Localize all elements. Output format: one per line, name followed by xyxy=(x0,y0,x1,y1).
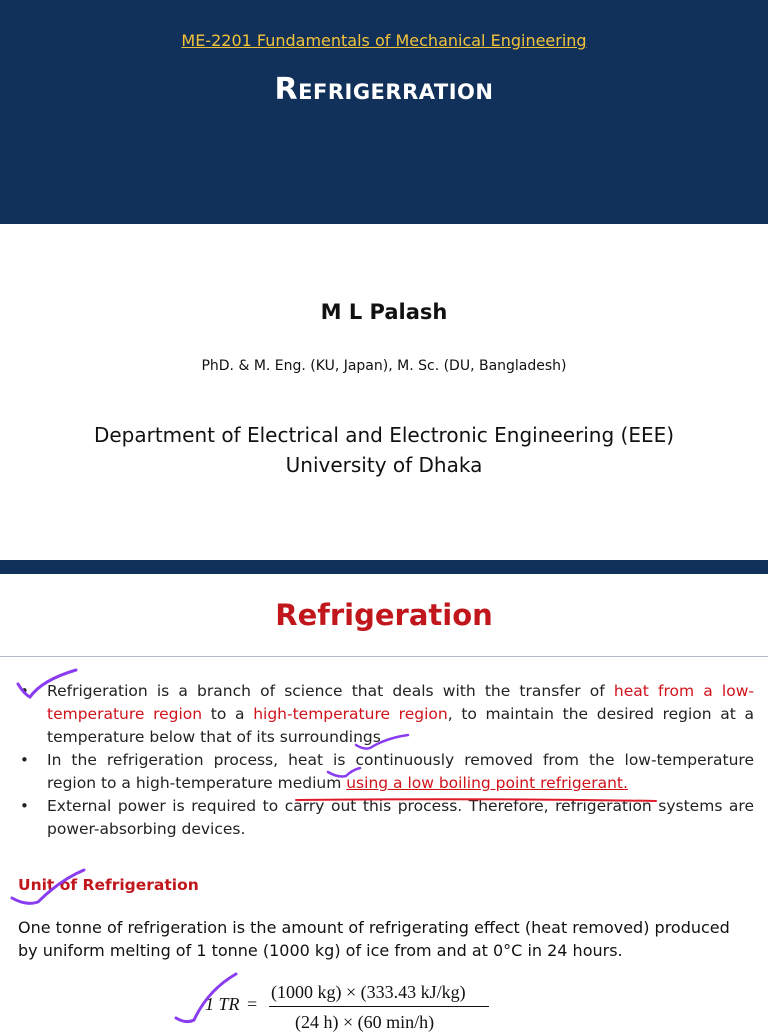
bullet-marker: • xyxy=(20,751,29,769)
highlight-low-temp: heat from a low-temperature region xyxy=(47,682,754,723)
course-title: ME-2201 Fundamentals of Mechanical Engineering xyxy=(181,31,587,50)
title-divider xyxy=(0,656,768,657)
formula-lhs: 1 TR xyxy=(205,994,240,1014)
bullet-process xyxy=(18,749,754,795)
ton-refrigeration-formula xyxy=(205,978,505,1032)
slide-separator xyxy=(0,560,768,574)
title-banner xyxy=(0,0,768,224)
formula-numerator: (1000 kg) × (333.43 kJ/kg) xyxy=(271,982,466,1002)
bullet-text: Refrigeration is a branch of science that deals with the transfer of xyxy=(47,682,614,700)
unit-definition: One tonne of refrigeration is the amount of refrigerating effect (heat removed) produced by uniform melting of 1 tonne (1000 kg) of ice from and at 0°C in 24 hours. xyxy=(18,918,730,960)
bullet-text: In the refrigeration process, heat is continuously removed from the low-temperature region to a high-temperature medium xyxy=(47,751,754,792)
bullet-text: , to maintain the desired region at a temperature below that of its surroundings. xyxy=(47,705,755,746)
lecture-title: Refrigerration xyxy=(274,72,494,107)
content-slide xyxy=(0,574,768,1032)
bullet-marker: • xyxy=(20,682,29,700)
university-name: University of Dhaka xyxy=(285,453,483,477)
fraction-bar xyxy=(269,1006,489,1007)
bullet-list xyxy=(18,680,754,841)
unit-heading: Unit of Refrigeration xyxy=(18,876,199,894)
author-degrees: PhD. & M. Eng. (KU, Japan), M. Sc. (DU, Bangladesh) xyxy=(201,358,567,374)
highlight-refrigerant: using a low boiling point refrigerant. xyxy=(346,774,628,792)
formula-equals: = xyxy=(247,994,258,1014)
bullet-definition xyxy=(18,680,754,749)
bullet-text: External power is required to carry out this process. Therefore, refrigeration systems are power-absorbing devices. xyxy=(47,797,754,838)
formula-denominator: (24 h) × (60 min/h) xyxy=(295,1012,435,1032)
author-name: M L Palash xyxy=(320,300,448,324)
highlight-high-temp: high-temperature region xyxy=(253,705,448,723)
department-name: Department of Electrical and Electronic Engineering (EEE) xyxy=(93,423,675,447)
affiliation xyxy=(0,420,768,480)
bullet-text: to a xyxy=(202,705,254,723)
bullet-marker: • xyxy=(20,797,29,815)
bullet-power xyxy=(18,795,754,841)
slide-title: Refrigeration xyxy=(275,598,493,632)
